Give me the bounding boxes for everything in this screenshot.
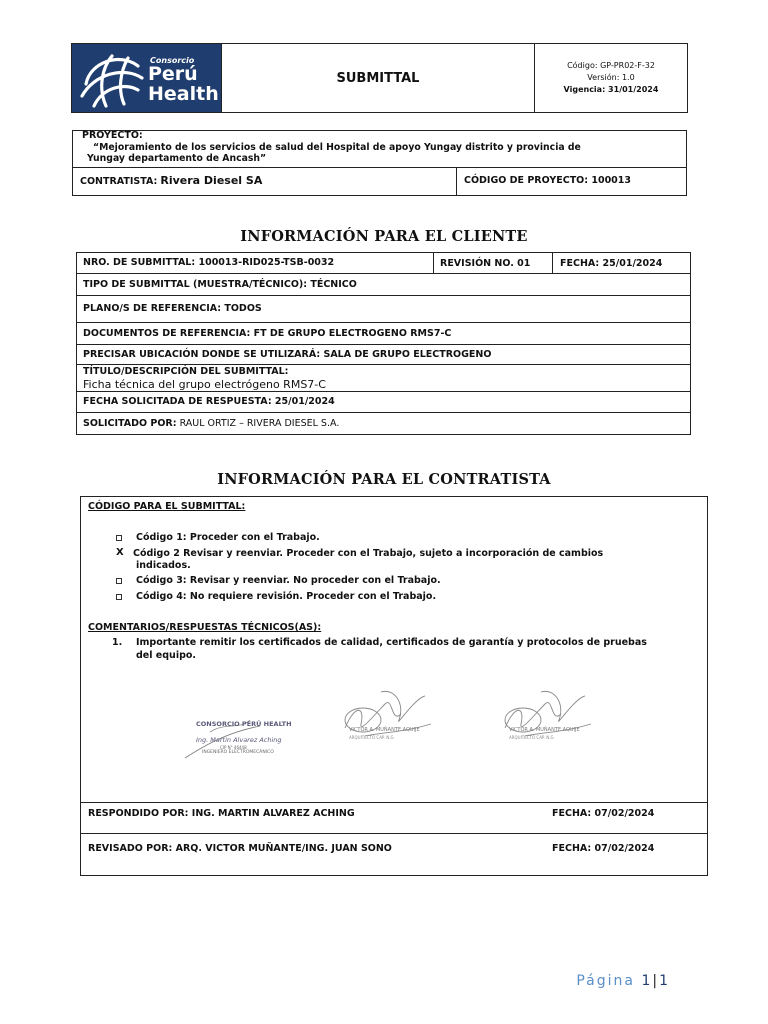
revision-number: REVISIÓN NO. 01: [440, 258, 531, 269]
code-1-checkbox: [116, 535, 122, 541]
code-4-checkbox: [116, 594, 122, 600]
signature-stamp-line1: VICTOR A. MUÑANTE AQUIJE: [349, 727, 420, 733]
page-label: Página: [576, 973, 635, 989]
document-title: SUBMITTAL: [222, 44, 535, 112]
row-fecha-solicitada: [76, 391, 691, 413]
logo-peru-text: Perú: [148, 63, 198, 85]
documentos-referencia: DOCUMENTOS DE REFERENCIA: FT DE GRUPO ELECTROGENO RMS7-C: [83, 327, 452, 339]
signature-victor-1: [335, 684, 445, 750]
solicitado-value: RAUL ORTIZ – RIVERA DIESEL S.A.: [179, 417, 340, 429]
signature-victor-2: [495, 684, 605, 750]
signature-stamp-line2: ARQUITECTO CAP. N.G: [509, 735, 554, 740]
row-planos: [76, 295, 691, 323]
contratista-label: CONTRATISTA:: [80, 176, 158, 187]
logo-consorcio-text: Consorcio: [150, 56, 195, 65]
project-label: PROYECTO:: [82, 130, 143, 141]
ubicacion: PRECISAR UBICACIÓN DONDE SE UTILIZARÁ: SALA DE GRUPO ELECTROGENO: [83, 348, 492, 360]
revisado-por: REVISADO POR: ARQ. VICTOR MUÑANTE/ING. JUAN SONO: [88, 843, 392, 854]
document-version: Versión: 1.0: [587, 73, 635, 82]
planos-referencia: PLANO/S DE REFERENCIA: TODOS: [83, 303, 262, 314]
respondido-por: RESPONDIDO POR: ING. MARTIN ALVAREZ ACHING: [88, 808, 355, 819]
document-header: [71, 43, 688, 113]
fecha-solicitada: FECHA SOLICITADA DE RESPUESTA: 25/01/2024: [83, 396, 335, 407]
row-ubicacion: [76, 344, 691, 365]
contratista-value: Rivera Diesel SA: [160, 174, 263, 187]
contratista-field: [80, 175, 262, 188]
comment-number: 1.: [112, 637, 123, 648]
page-total: 1: [659, 973, 670, 989]
code-1-text: Código 1: Proceder con el Trabajo.: [136, 532, 320, 543]
stamp-cip: CIP N° 46448: [220, 745, 247, 750]
row-tipo-submittal: [76, 273, 691, 296]
document-control-info: [535, 44, 687, 112]
solicitado-label: SOLICITADO POR:: [83, 417, 177, 429]
codigo-proyecto: CÓDIGO DE PROYECTO: 100013: [464, 175, 632, 186]
document-vigencia: Vigencia: 31/01/2024: [563, 85, 659, 94]
comment-line2: del equipo.: [136, 650, 197, 661]
row-nro-submittal: [76, 252, 691, 274]
row-solicitado: [76, 412, 691, 435]
row-titulo: [76, 364, 691, 392]
nro-submittal: NRO. DE SUBMITTAL: 100013-RID025-TSB-0032: [83, 257, 335, 268]
page-separator: |: [652, 973, 660, 989]
code-3-checkbox: [116, 578, 122, 584]
comments-label: COMENTARIOS/RESPUESTAS TÉCNICOS(AS):: [88, 622, 322, 633]
row-documentos: [76, 322, 691, 345]
page-footer: [576, 973, 670, 989]
tipo-submittal: TIPO DE SUBMITTAL (MUESTRA/TÉCNICO): TÉCNICO: [83, 278, 357, 290]
code-2-text: Código 2 Revisar y reenviar. Proceder con el Trabajo, sujeto a incorporación de cambios: [133, 548, 604, 559]
stamp-name: Ing. Martin Alvarez Aching: [196, 736, 282, 744]
codes-label: CÓDIGO PARA EL SUBMITTAL:: [88, 501, 246, 512]
code-3-text: Código 3: Revisar y reenviar. No proceder con el Trabajo.: [136, 575, 441, 586]
logo-health-text: Health: [148, 83, 219, 105]
revisado-fecha: FECHA: 07/02/2024: [552, 843, 655, 854]
project-name-line1: “Mejoramiento de los servicios de salud del Hospital de apoyo Yungay distrito y provincia de: [93, 142, 581, 153]
project-name-line2: Yungay departamento de Ancash”: [87, 153, 267, 164]
code-4-text: Código 4: No requiere revisión. Proceder con el Trabajo.: [136, 591, 437, 602]
submittal-date: FECHA: 25/01/2024: [560, 258, 663, 269]
code-2-text-cont: indicados.: [136, 560, 191, 571]
titulo-label: TÍTULO/DESCRIPCIÓN DEL SUBMITTAL:: [83, 366, 289, 377]
document-code: Código: GP-PR02-F-32: [567, 61, 655, 70]
contractor-info-title: INFORMACIÓN PARA EL CONTRATISTA: [217, 471, 551, 488]
page-number: 1: [641, 973, 653, 989]
code-2-checkmark: X: [116, 547, 124, 558]
client-info-title: INFORMACIÓN PARA EL CLIENTE: [240, 228, 528, 245]
engineer-stamp: [180, 712, 300, 762]
stamp-role: INGENIERO ELECTROMECÁNICO: [202, 750, 274, 755]
comment-line1: Importante remitir los certificados de calidad, certificados de garantía y protocolos de pruebas: [136, 637, 647, 648]
titulo-value: Ficha técnica del grupo electrógeno RMS7-C: [83, 378, 326, 391]
respondido-fecha: FECHA: 07/02/2024: [552, 808, 655, 819]
stamp-org: CONSORCIO PERÚ HEALTH: [196, 720, 292, 728]
consorcio-peru-health-logo: [72, 44, 222, 112]
signature-stamp-line1: VICTOR A. MUÑANTE AQUIJE: [509, 727, 580, 733]
signature-stamp-line2: ARQUITECTO CAP. N.G: [349, 735, 394, 740]
